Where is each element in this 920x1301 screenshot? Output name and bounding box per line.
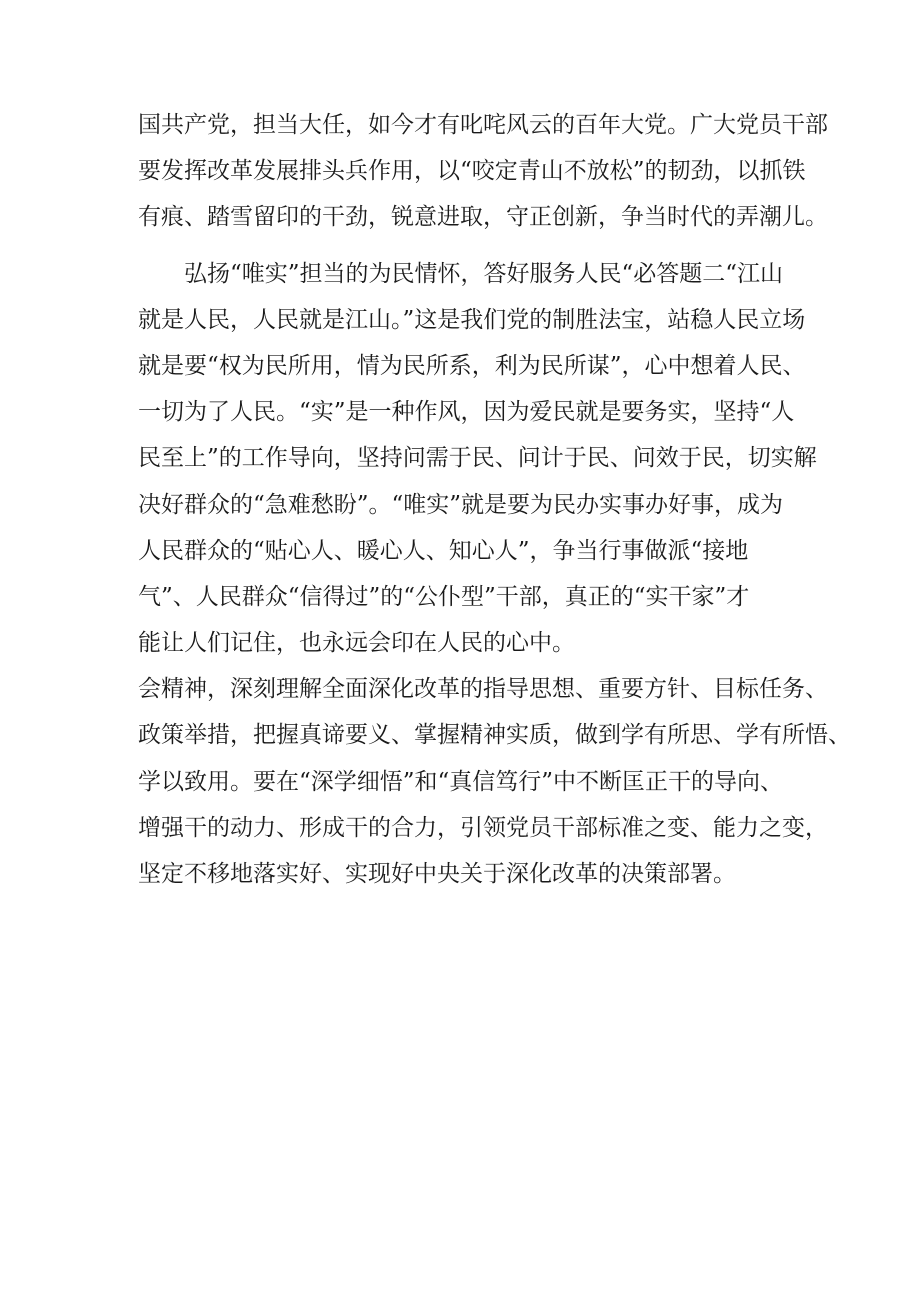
text-line: 弘扬“唯实”担当的为民情怀，答好服务人民“必答题二“江山 (184, 260, 784, 287)
text-line: 就是人民，人民就是江山。”这是我们党的制胜法宝，站稳人民立场 (138, 306, 806, 333)
text-line: 民至上”的工作导向，坚持问需于民、问计于民、问效于民，切实解 (138, 445, 817, 472)
text-line: 有痕、踏雪留印的干劲，锐意进取，守正创新，争当时代的弄潮儿。 (138, 204, 828, 231)
paragraph-3 (138, 666, 851, 897)
text-line: 政策举措，把握真谛要义、掌握精神实质，做到学有所思、学有所悟、 (138, 722, 851, 749)
text-line: 人民群众的“贴心人、暖心人、知心人”，争当行事做派“接地 (138, 537, 749, 564)
text-line: 就是要“权为民所用，情为民所系，利为民所谋”，心中想着人民、 (138, 352, 806, 379)
paragraph-1 (138, 102, 828, 241)
text-line: 会精神，深刻理解全面深化改革的指导思想、重要方针、目标任务、 (138, 676, 828, 703)
text-line: 学以致用。要在“深学细悟”和“真信笃行”中不断匡正干的导向、 (138, 768, 784, 795)
document-body (138, 102, 851, 897)
text-line: 国共产党，担当大任，如今才有叱咤风云的百年大党。广大党员干部 (138, 112, 828, 138)
text-line: 决好群众的“急难愁盼”。“唯实”就是要为民办实事办好事，成为 (138, 491, 784, 518)
paragraph-2 (138, 251, 817, 667)
text-line: 增强干的动力、形成干的合力，引领党员干部标准之变、能力之变， (138, 814, 828, 841)
text-line: 气”、人民群众“信得过”的“公仆型”干部，真正的“实干家”才 (138, 583, 750, 610)
paragraph-spacing (138, 241, 798, 251)
text-line: 坚定不移地落实好、实现好中央关于深化改革的决策部署。 (138, 861, 736, 887)
text-line: 能让人们记住，也永远会印在人民的心中。 (138, 630, 575, 657)
text-line: 要发挥改革发展排头兵作用，以“咬定青山不放松”的韧劲，以抓铁 (138, 158, 806, 185)
text-line: 一切为了人民。“实”是一种作风，因为爱民就是要务实，坚持“人 (138, 399, 795, 426)
